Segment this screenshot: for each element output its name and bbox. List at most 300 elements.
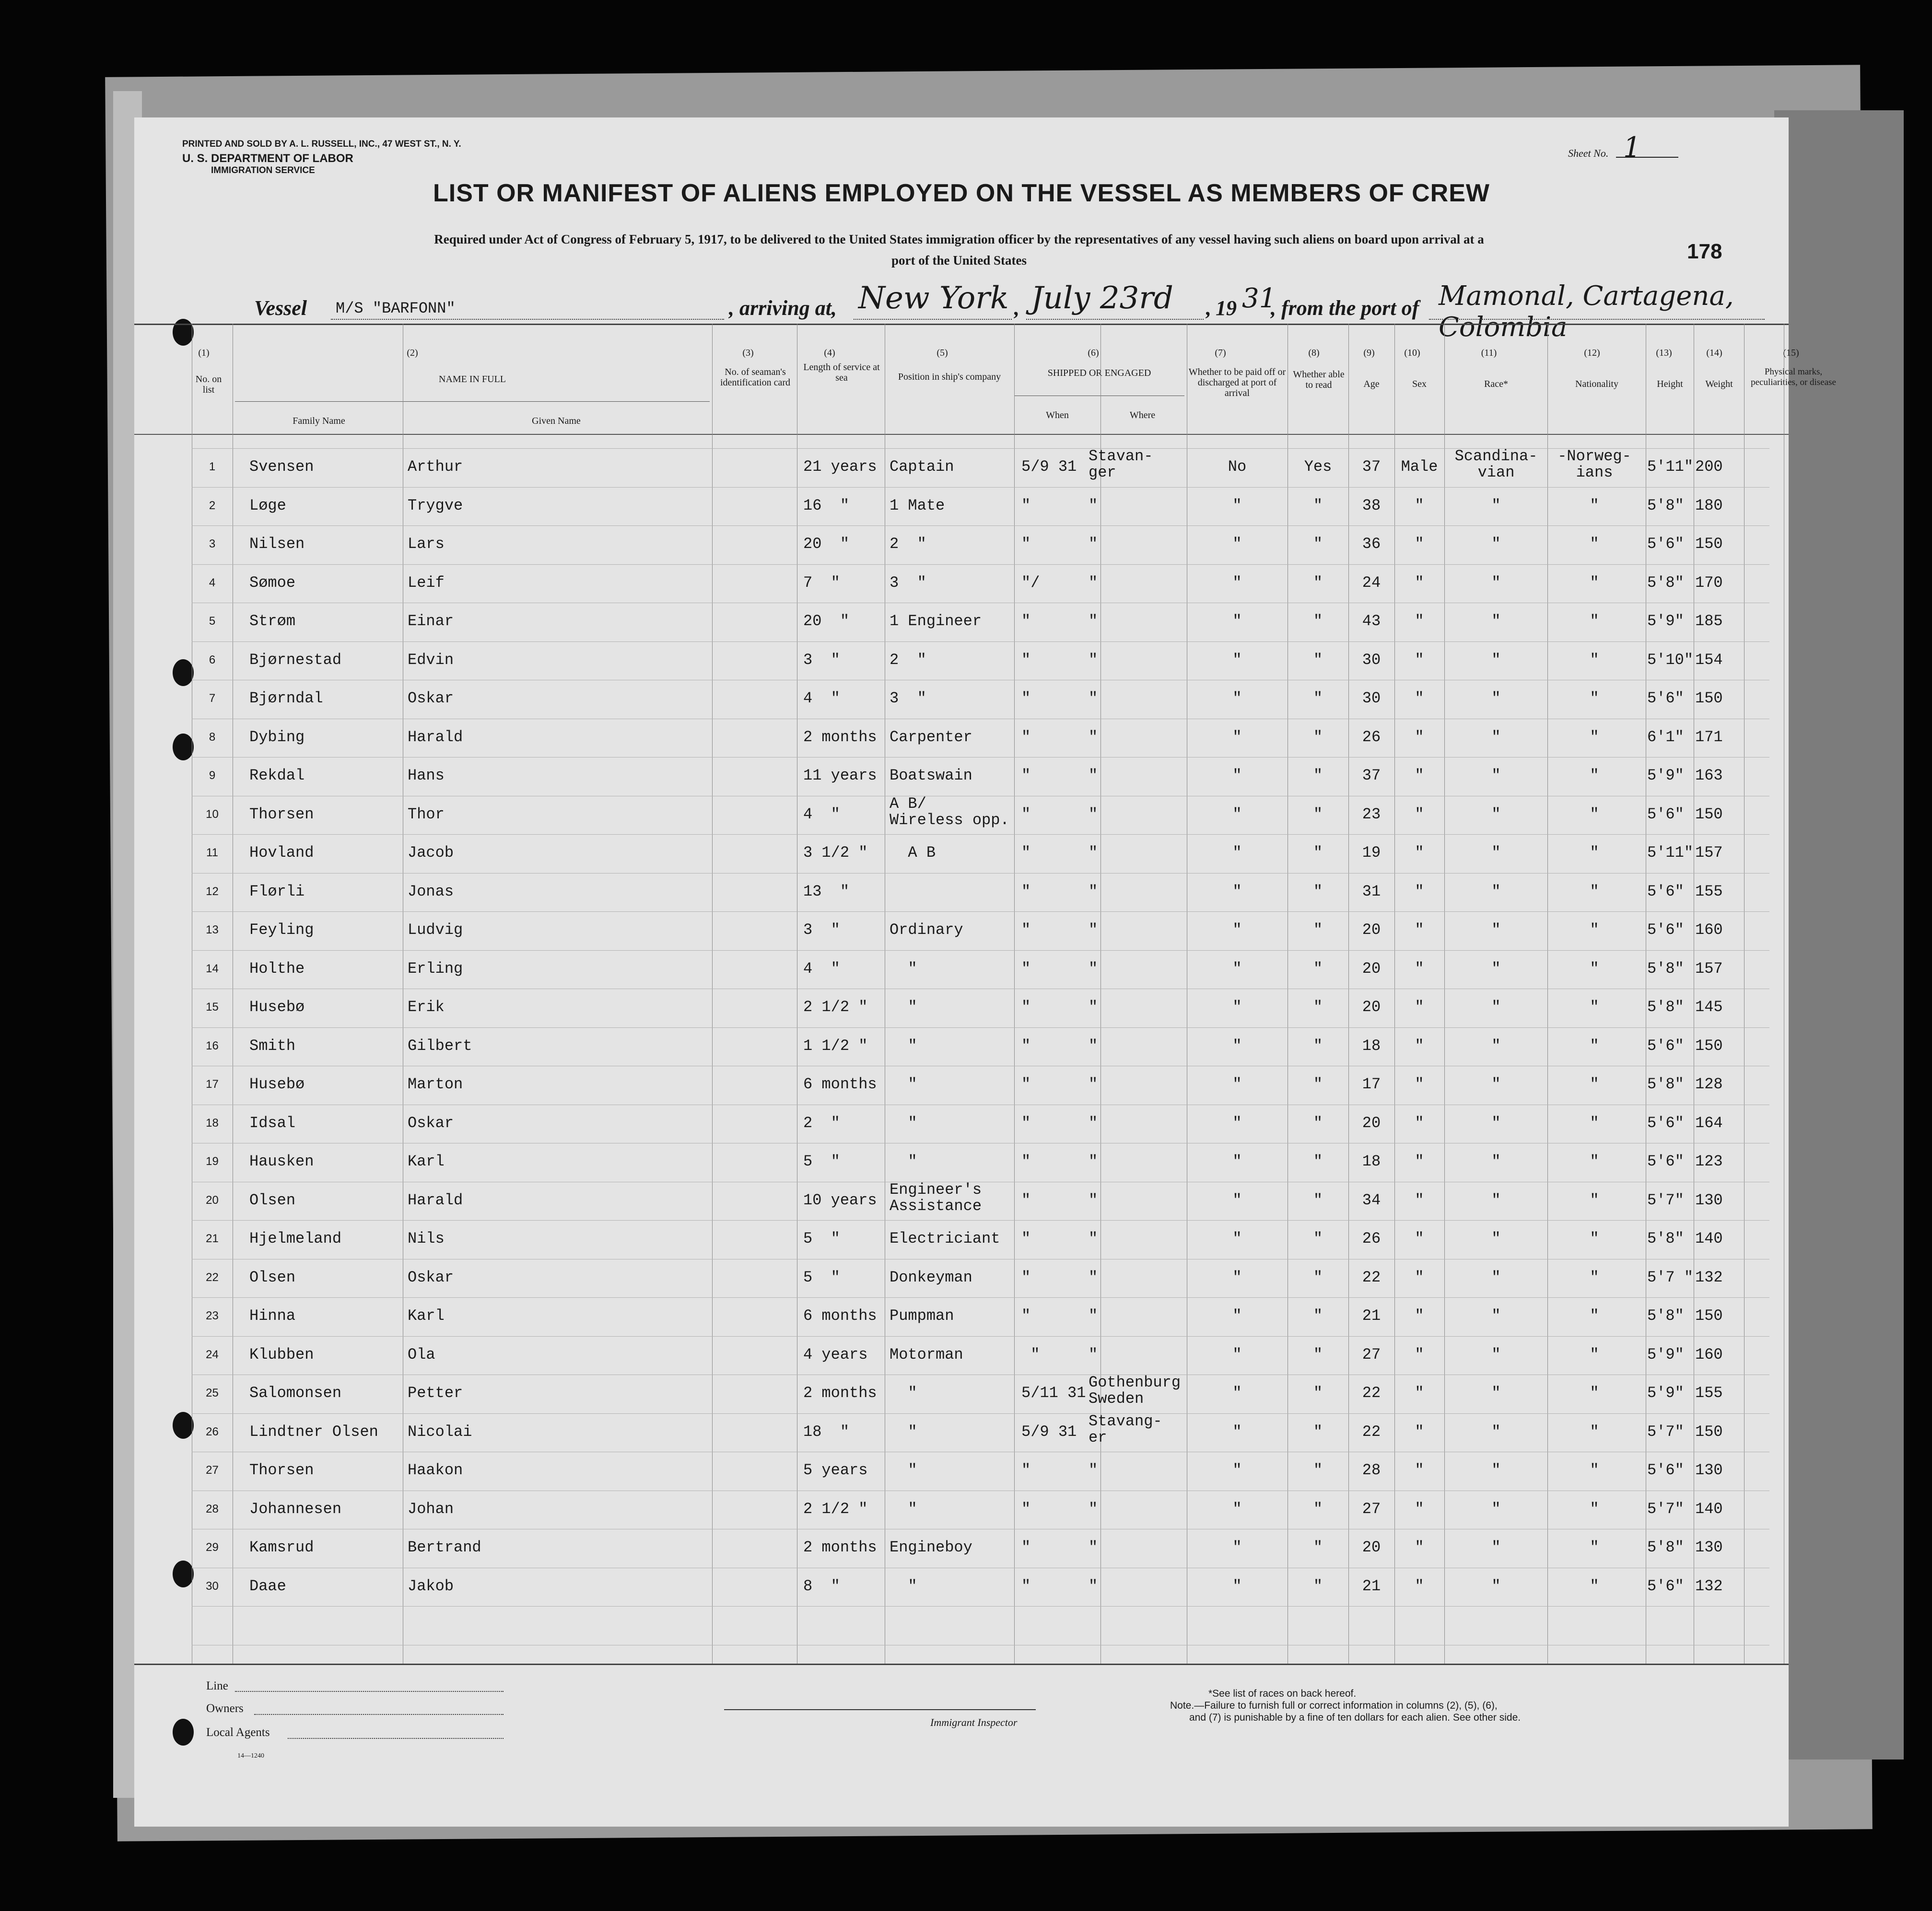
position: Ordinary xyxy=(890,921,963,939)
shipped-where: Gothenburg Sweden xyxy=(1089,1374,1181,1408)
row-number: 10 xyxy=(206,807,219,821)
port-underline xyxy=(1429,319,1765,320)
height: 5'7" xyxy=(1647,1191,1684,1209)
date-underline xyxy=(1026,319,1204,320)
position: " xyxy=(890,1075,917,1093)
race: " xyxy=(1491,805,1501,823)
position: Boatswain xyxy=(890,767,972,784)
height: 5'8" xyxy=(1647,496,1684,514)
able-to-read: " xyxy=(1313,1037,1323,1055)
shipped-when: " xyxy=(1021,844,1031,862)
race: " xyxy=(1491,921,1501,939)
age: 21 xyxy=(1362,1577,1381,1595)
service-length: 6 months xyxy=(803,1075,877,1093)
vessel-underline xyxy=(331,319,724,320)
weight: 185 xyxy=(1695,612,1723,630)
paid-off: " xyxy=(1232,1345,1242,1363)
service-length: 11 years xyxy=(803,767,877,784)
shipped-where: " xyxy=(1089,767,1098,784)
nationality: " xyxy=(1590,689,1599,707)
family-name: Holthe xyxy=(249,959,305,978)
shipped-when: " xyxy=(1021,767,1031,784)
col-weight-header: Weight xyxy=(1705,379,1733,389)
row-number: 16 xyxy=(206,1039,219,1052)
weight: 132 xyxy=(1695,1268,1723,1286)
able-to-read: Yes xyxy=(1304,458,1332,476)
weight: 145 xyxy=(1695,998,1723,1016)
age: 22 xyxy=(1362,1384,1381,1402)
age: 17 xyxy=(1362,1075,1381,1093)
given-name: Oskar xyxy=(408,1114,454,1132)
column-number: (15) xyxy=(1783,348,1799,358)
able-to-read: " xyxy=(1313,573,1323,592)
column-number: (4) xyxy=(824,348,835,358)
weight: 164 xyxy=(1695,1114,1723,1132)
race: " xyxy=(1491,1114,1501,1132)
nationality: " xyxy=(1590,959,1599,978)
given-name: Oskar xyxy=(408,689,454,707)
paid-off: " xyxy=(1232,1500,1242,1518)
sheet-label: Sheet No. xyxy=(1568,147,1609,159)
race: " xyxy=(1491,1075,1501,1093)
col-given-header: Given Name xyxy=(532,416,581,426)
sex: " xyxy=(1415,612,1424,630)
shipped-when: " xyxy=(1021,1538,1031,1556)
weight: 160 xyxy=(1695,921,1723,939)
table-header-rule xyxy=(134,434,1789,435)
given-name: Harald xyxy=(408,1191,463,1209)
sex: " xyxy=(1415,1037,1424,1055)
height: 5'9" xyxy=(1647,767,1684,784)
able-to-read: " xyxy=(1313,805,1323,823)
vessel-name: M/S "BARFONN" xyxy=(336,300,456,317)
row-number: 20 xyxy=(206,1193,219,1207)
age: 19 xyxy=(1362,844,1381,862)
row-number: 22 xyxy=(206,1270,219,1284)
from-port: Mamonal, Cartagena, Colombia xyxy=(1439,280,1734,343)
sex: " xyxy=(1415,959,1424,978)
height: 5'8" xyxy=(1647,1538,1684,1556)
service-length: 2 1/2 " xyxy=(803,1500,868,1518)
col-age-header: Age xyxy=(1363,379,1380,389)
able-to-read: " xyxy=(1313,1461,1323,1479)
weight: 128 xyxy=(1695,1075,1723,1093)
family-name: Feyling xyxy=(249,921,314,939)
weight: 123 xyxy=(1695,1153,1723,1170)
race: " xyxy=(1491,998,1501,1016)
service-length: 2 1/2 " xyxy=(803,998,868,1016)
height: 5'7" xyxy=(1647,1422,1684,1441)
shipped-where: " xyxy=(1089,805,1098,823)
row-number: 2 xyxy=(209,499,216,512)
given-name: Lars xyxy=(408,535,445,553)
service-length: 5 years xyxy=(803,1461,868,1479)
position: " xyxy=(890,1461,917,1479)
position: Motorman xyxy=(890,1345,963,1363)
weight: 155 xyxy=(1695,1384,1723,1402)
nationality: " xyxy=(1590,844,1599,862)
age: 27 xyxy=(1362,1345,1381,1363)
shipped-where: " xyxy=(1089,1114,1098,1132)
paid-off: " xyxy=(1232,612,1242,630)
sex: " xyxy=(1415,1384,1424,1402)
able-to-read: " xyxy=(1313,1422,1323,1441)
age: 34 xyxy=(1362,1191,1381,1209)
row-number: 19 xyxy=(206,1155,219,1168)
row-number: 29 xyxy=(206,1541,219,1554)
nationality: " xyxy=(1590,1075,1599,1093)
paid-off: " xyxy=(1232,998,1242,1016)
age: 30 xyxy=(1362,689,1381,707)
race: " xyxy=(1491,1037,1501,1055)
sex: " xyxy=(1415,573,1424,592)
height: 5'6" xyxy=(1647,535,1684,553)
position: A B/ Wireless opp. xyxy=(890,794,1009,829)
given-name: Nicolai xyxy=(408,1422,472,1441)
family-name: Hjelmeland xyxy=(249,1230,342,1247)
shipped-when: " xyxy=(1021,728,1031,746)
family-name: Husebø xyxy=(249,998,305,1016)
nationality: " xyxy=(1590,1461,1599,1479)
able-to-read: " xyxy=(1313,651,1323,669)
service-length: 4 " xyxy=(803,689,840,707)
nationality: -Norweg- ians xyxy=(1557,447,1631,481)
position: 1 Mate xyxy=(890,496,945,514)
family-name: Bjørnestad xyxy=(249,651,342,669)
family-name: Hovland xyxy=(249,844,314,862)
height: 5'8" xyxy=(1647,573,1684,592)
shipped-where: " xyxy=(1089,921,1098,939)
height: 5'7 " xyxy=(1647,1268,1694,1286)
shipped-when: " xyxy=(1021,805,1031,823)
given-name: Nils xyxy=(408,1230,445,1247)
weight: 157 xyxy=(1695,844,1723,862)
sheet-underline xyxy=(1616,157,1678,158)
col-when-header: When xyxy=(1046,410,1069,420)
shipped-where: " xyxy=(1089,612,1098,630)
age: 38 xyxy=(1362,496,1381,514)
given-name: Ola xyxy=(408,1345,435,1363)
shipped-when: 5/11 31 xyxy=(1021,1384,1086,1402)
paid-off: No xyxy=(1228,458,1247,476)
family-name: Strøm xyxy=(249,612,296,630)
row-number: 23 xyxy=(206,1309,219,1322)
paid-off: " xyxy=(1232,1114,1242,1132)
given-name: Harald xyxy=(408,728,463,746)
age: 22 xyxy=(1362,1268,1381,1286)
manifest-page: PRINTED AND SOLD BY A. L. RUSSELL, INC., 47 WEST ST., N. Y. U. S. DEPARTMENT OF LABOR IMMIGRATION SERVICE Sheet No. 1 LIST OR MANIFEST OF ALIENS EMPLOYED ON THE VESSEL AS MEMBERS OF CREW Required under Act of Congress of February 5, 1917, to be delivered to the United States immigration officer by the representatives of any vessel having such aliens on board upon arrival at a port of the United States 178 Vessel M/S "BARFONN" , arriving at, New York , July 23rd , 19 31 , from the port of Mamonal, Cartagena, Colombia (1) (2) (3) (4) (5) (6) (7) (8) (9) (10) (11) (12) (13) (14) (15) No. on list NAME IN FULL Family Name Given Name No. of seaman's identification card Length of service at sea Position in ship's company SHIPPED OR ENGAGED When Where Whether to be paid off or discharged at port of arrival Whether able to read Age Sex Race* Nationality Height Weight Physical marks, peculiarities, or disease 1 Svensen Arthur 21 years Captain 5/9 31 Stavan- ger No Yes 37 Male Scandina- vian -Norweg- ians 5'11" 200 2 Løge Trygve 16 " 1 Mate " " " " 38 " " " 5'8" 180 3 Nilsen Lars 20 " 2 " " " " " 36 " " " 5'6" 150 4 Sømoe Leif 7 " 3 " "/ " " " 24 " " " 5'8" 170 5 Strøm Einar 20 " 1 Engineer " " " " 43 " " " 5'9" 185 6 Bjørnestad Edvin 3 " 2 " " " " " 30 " " " 5'10" 154 7 Bjørndal Oskar 4 " 3 " " " " " 30 " " " 5'6" 150 8 Dybing Harald 2 months Carpenter " " " " 26 " " " 6'1" 171 9 Rekdal Hans 11 years Boatswain " " " " 37 " " " 5'9" 163 10 Thorsen Thor 4 " A B/ Wireless opp. " " " " 23 " " " 5'6" 150 11 Hovland Jacob 3 1/2 " A B " " " " 19 " " " 5'11" 157 12 Flørli Jonas 13 " " " " " 31 " " " 5'6" 155 13 Feyling Ludvig 3 " Ordinary " " " " 20 " " " 5'6" 160 14 Holthe Erling 4 " " " " " " 20 " " " 5'8" 157 15 Husebø Erik 2 1/2 " " " " " " 20 " " " 5'8" 145 16 Smith Gilbert 1 1/2 " " " " " " 18 " " " 5'6" 150 17 Husebø Marton 6 months " " " " " 17 " " " 5'8" 128 18 Idsal Oskar 2 " " " " " " 20 " " " 5'6" 164 19 Hausken Karl 5 " " " " " " 18 " " " 5'6" 123 20 Olsen Harald 10 years Engineer's Assistance " " " " 34 " " " 5'7" 130 21 Hjelmeland Nils 5 " Electriciant " " " " 26 " " " 5'8" 140 22 Olsen Oskar 5 " Donkeyman " " " " 22 " " " 5'7 " 132 23 Hinna Karl 6 months Pumpman " " " " 21 " " " 5'8" 150 24 Klubben Ola 4 years Motorman " " " " 27 " " " 5'9" 160 25 Salomonsen Petter 2 months " 5/11 31 Gothenburg Sweden " " 22 " " " 5'9" 155 26 Lindtner Olsen Nicolai 18 " " 5/9 31 Stavang- er " " 22 " " " 5'7" 150 27 Thorsen Haakon 5 years " " " " " 28 " " " 5'6" 130 28 Johannesen Johan 2 1/2 " " " " " " 27 " " " 5'7" 140 29 Kamsrud Bertrand 2 months Engineboy " " " " 20 " " " 5'8" 130 30 Daae Jakob 8 " " " " " " 21 " " " 5'6" 132 Line Owners Local Agents 14—1240 Immigrant Inspector *See list of races on back hereof. Note.—Failure to furnish full or correct information in columns (2), (5), (6), and (7) is punishable by a fine of ten dollars for each alien. See other side. xyxy=(134,117,1789,1827)
able-to-read: " xyxy=(1313,921,1323,939)
paid-off: " xyxy=(1232,767,1242,784)
position: " xyxy=(890,1037,917,1055)
row-number: 30 xyxy=(206,1579,219,1593)
paid-off: " xyxy=(1232,1075,1242,1093)
punch-hole xyxy=(173,659,194,686)
family-name: Dybing xyxy=(249,728,305,746)
service-length: 5 " xyxy=(803,1153,840,1170)
family-name: Flørli xyxy=(249,882,305,900)
column-number: (11) xyxy=(1481,348,1497,358)
position: Engineer's Assistance xyxy=(890,1180,982,1215)
page-title: LIST OR MANIFEST OF ALIENS EMPLOYED ON THE VESSEL AS MEMBERS OF CREW xyxy=(433,179,1490,207)
header-rule xyxy=(134,324,1789,325)
nationality: " xyxy=(1590,1037,1599,1055)
family-name: Nilsen xyxy=(249,535,305,553)
able-to-read: " xyxy=(1313,1114,1323,1132)
table-bottom-rule xyxy=(134,1664,1789,1665)
col-sex-header: Sex xyxy=(1412,379,1427,389)
paid-off: " xyxy=(1232,844,1242,862)
row-number: 9 xyxy=(209,769,216,782)
row-number: 1 xyxy=(209,460,216,473)
nationality: " xyxy=(1590,1153,1599,1170)
sex: " xyxy=(1415,689,1424,707)
shipped-when: " xyxy=(1021,651,1031,669)
able-to-read: " xyxy=(1313,767,1323,784)
paid-off: " xyxy=(1232,1461,1242,1479)
height: 5'6" xyxy=(1647,1577,1684,1595)
sex: " xyxy=(1415,882,1424,900)
height: 5'8" xyxy=(1647,1230,1684,1247)
family-name: Smith xyxy=(249,1037,296,1055)
paid-off: " xyxy=(1232,1384,1242,1402)
service-length: 3 " xyxy=(803,651,840,669)
weight: 180 xyxy=(1695,496,1723,514)
sex: Male xyxy=(1401,458,1438,476)
age: 26 xyxy=(1362,728,1381,746)
shipped-when: " xyxy=(1021,1075,1031,1093)
col-family-header: Family Name xyxy=(293,416,345,426)
column-number: (6) xyxy=(1088,348,1099,358)
race: " xyxy=(1491,1153,1501,1170)
family-name: Løge xyxy=(249,496,286,514)
nationality: " xyxy=(1590,882,1599,900)
fine-note-2: and (7) is punishable by a fine of ten dollars for each alien. See other side. xyxy=(1189,1712,1521,1723)
column-number: (8) xyxy=(1308,348,1320,358)
sex: " xyxy=(1415,1268,1424,1286)
nationality: " xyxy=(1590,767,1599,784)
shipped-when: " xyxy=(1021,1500,1031,1518)
shipped-where: Stavan- ger xyxy=(1089,447,1153,481)
nationality: " xyxy=(1590,1422,1599,1441)
shipped-where: " xyxy=(1089,728,1098,746)
shipped-when: " xyxy=(1021,612,1031,630)
arrival-port: New York xyxy=(858,280,1009,316)
weight: 150 xyxy=(1695,1307,1723,1325)
service-length: 2 " xyxy=(803,1114,840,1132)
col-id-header: No. of seaman's identification card xyxy=(720,367,791,388)
family-name: Thorsen xyxy=(249,1461,314,1479)
given-name: Oskar xyxy=(408,1268,454,1286)
column-number: (3) xyxy=(742,348,754,358)
printer-line: PRINTED AND SOLD BY A. L. RUSSELL, INC., 47 WEST ST., N. Y. xyxy=(182,139,461,149)
paid-off: " xyxy=(1232,1307,1242,1325)
race: " xyxy=(1491,1268,1501,1286)
row-number: 8 xyxy=(209,730,216,744)
family-name: Kamsrud xyxy=(249,1538,314,1556)
family-name: Husebø xyxy=(249,1075,305,1093)
age: 36 xyxy=(1362,535,1381,553)
position: Electriciant xyxy=(890,1230,1000,1247)
punch-hole xyxy=(173,1412,194,1439)
able-to-read: " xyxy=(1313,1345,1323,1363)
row-number: 7 xyxy=(209,692,216,705)
height: 5'6" xyxy=(1647,689,1684,707)
age: 18 xyxy=(1362,1153,1381,1170)
able-to-read: " xyxy=(1313,882,1323,900)
agents-label: Local Agents xyxy=(206,1726,270,1739)
col-read-header: Whether able to read xyxy=(1293,369,1345,390)
shipped-where: " xyxy=(1089,1230,1098,1247)
height: 5'6" xyxy=(1647,805,1684,823)
age: 37 xyxy=(1362,767,1381,784)
inspector-label: Immigrant Inspector xyxy=(930,1716,1018,1728)
height: 5'6" xyxy=(1647,1114,1684,1132)
age: 37 xyxy=(1362,458,1381,476)
paid-off: " xyxy=(1232,728,1242,746)
row-number: 26 xyxy=(206,1425,219,1438)
height: 5'9" xyxy=(1647,1384,1684,1402)
paid-off: " xyxy=(1232,959,1242,978)
height: 5'6" xyxy=(1647,1037,1684,1055)
paid-off: " xyxy=(1232,1153,1242,1170)
col-paid-header: Whether to be paid off or discharged at port of arrival xyxy=(1188,367,1286,398)
paid-off: " xyxy=(1232,1037,1242,1055)
shipped-where: " xyxy=(1089,998,1098,1016)
service-length: 16 " xyxy=(803,496,850,514)
row-number: 3 xyxy=(209,537,216,550)
race: " xyxy=(1491,728,1501,746)
given-name: Erik xyxy=(408,998,445,1016)
able-to-read: " xyxy=(1313,1538,1323,1556)
height: 5'6" xyxy=(1647,921,1684,939)
service-length: 18 " xyxy=(803,1422,850,1441)
given-name: Jonas xyxy=(408,882,454,900)
able-to-read: " xyxy=(1313,844,1323,862)
able-to-read: " xyxy=(1313,1384,1323,1402)
row-number: 27 xyxy=(206,1464,219,1477)
race: " xyxy=(1491,689,1501,707)
race: " xyxy=(1491,573,1501,592)
owners-label: Owners xyxy=(206,1702,244,1715)
sex: " xyxy=(1415,535,1424,553)
column-number: (1) xyxy=(198,348,210,358)
age: 20 xyxy=(1362,959,1381,978)
shipped-where: " xyxy=(1089,959,1098,978)
given-name: Hans xyxy=(408,767,445,784)
age: 26 xyxy=(1362,1230,1381,1247)
shipped-when: " xyxy=(1021,1345,1040,1363)
nationality: " xyxy=(1590,612,1599,630)
shipped-when: " xyxy=(1021,1307,1031,1325)
punch-hole xyxy=(173,319,194,346)
position: 2 " xyxy=(890,535,926,553)
year-suffix: 31 xyxy=(1242,283,1276,314)
position: " xyxy=(890,1114,917,1132)
department: U. S. DEPARTMENT OF LABOR xyxy=(182,152,353,165)
shipped-where: " xyxy=(1089,1037,1098,1055)
sex: " xyxy=(1415,728,1424,746)
age: 27 xyxy=(1362,1500,1381,1518)
sex: " xyxy=(1415,1153,1424,1170)
weight: 150 xyxy=(1695,1037,1723,1055)
shipped-where: " xyxy=(1089,1075,1098,1093)
position: " xyxy=(890,1577,917,1595)
weight: 150 xyxy=(1695,689,1723,707)
able-to-read: " xyxy=(1313,612,1323,630)
shipped-when: 5/9 31 xyxy=(1021,458,1077,476)
weight: 200 xyxy=(1695,458,1723,476)
row-number: 5 xyxy=(209,615,216,628)
given-name: Jacob xyxy=(408,844,454,862)
row-number: 12 xyxy=(206,885,219,898)
arriving-label: , arriving at, xyxy=(729,296,837,320)
family-name: Idsal xyxy=(249,1114,296,1132)
sex: " xyxy=(1415,496,1424,514)
family-name: Salomonsen xyxy=(249,1384,342,1402)
nationality: " xyxy=(1590,1268,1599,1286)
shipped-where: " xyxy=(1089,844,1098,862)
service-length: 8 " xyxy=(803,1577,840,1595)
age: 43 xyxy=(1362,612,1381,630)
shipped-where: " xyxy=(1089,496,1098,514)
race: " xyxy=(1491,535,1501,553)
col-position-header: Position in ship's company xyxy=(898,372,1001,382)
service-length: 13 " xyxy=(803,882,850,900)
column-number: (10) xyxy=(1404,348,1420,358)
row-number: 6 xyxy=(209,653,216,666)
given-name: Marton xyxy=(408,1075,463,1093)
family-name: Rekdal xyxy=(249,767,305,784)
family-name: Klubben xyxy=(249,1345,314,1363)
nationality: " xyxy=(1590,1307,1599,1325)
age: 21 xyxy=(1362,1307,1381,1325)
shipped-where: " xyxy=(1089,1461,1098,1479)
sex: " xyxy=(1415,1345,1424,1363)
shipped-when: 5/9 31 xyxy=(1021,1422,1077,1441)
given-name: Petter xyxy=(408,1384,463,1402)
nationality: " xyxy=(1590,1191,1599,1209)
position: 1 Engineer xyxy=(890,612,982,630)
sex: " xyxy=(1415,1538,1424,1556)
shipped-where: " xyxy=(1089,651,1098,669)
shipped-when: " xyxy=(1021,959,1031,978)
punch-hole xyxy=(173,1719,194,1746)
punch-hole xyxy=(173,1561,194,1587)
sex: " xyxy=(1415,844,1424,862)
service-length: 6 months xyxy=(803,1307,877,1325)
race: " xyxy=(1491,1538,1501,1556)
row-number: 18 xyxy=(206,1116,219,1130)
shipped-when: " xyxy=(1021,689,1031,707)
height: 5'11" xyxy=(1647,458,1694,476)
subtitle-line-1: Required under Act of Congress of February 5, 1917, to be delivered to the United States immigration officer by the representatives of any vessel having such aliens on board upon arrival at a xyxy=(434,232,1484,246)
able-to-read: " xyxy=(1313,1075,1323,1093)
able-to-read: " xyxy=(1313,1500,1323,1518)
able-to-read: " xyxy=(1313,998,1323,1016)
given-name: Einar xyxy=(408,612,454,630)
race: " xyxy=(1491,651,1501,669)
given-name: Karl xyxy=(408,1307,445,1325)
col-marks-header: Physical marks, peculiarities, or disease xyxy=(1751,367,1836,387)
paid-off: " xyxy=(1232,1230,1242,1247)
row-number: 14 xyxy=(206,962,219,975)
race: " xyxy=(1491,1500,1501,1518)
col-where-header: Where xyxy=(1129,410,1156,420)
row-number: 13 xyxy=(206,923,219,936)
race: " xyxy=(1491,1230,1501,1247)
weight: 130 xyxy=(1695,1461,1723,1479)
